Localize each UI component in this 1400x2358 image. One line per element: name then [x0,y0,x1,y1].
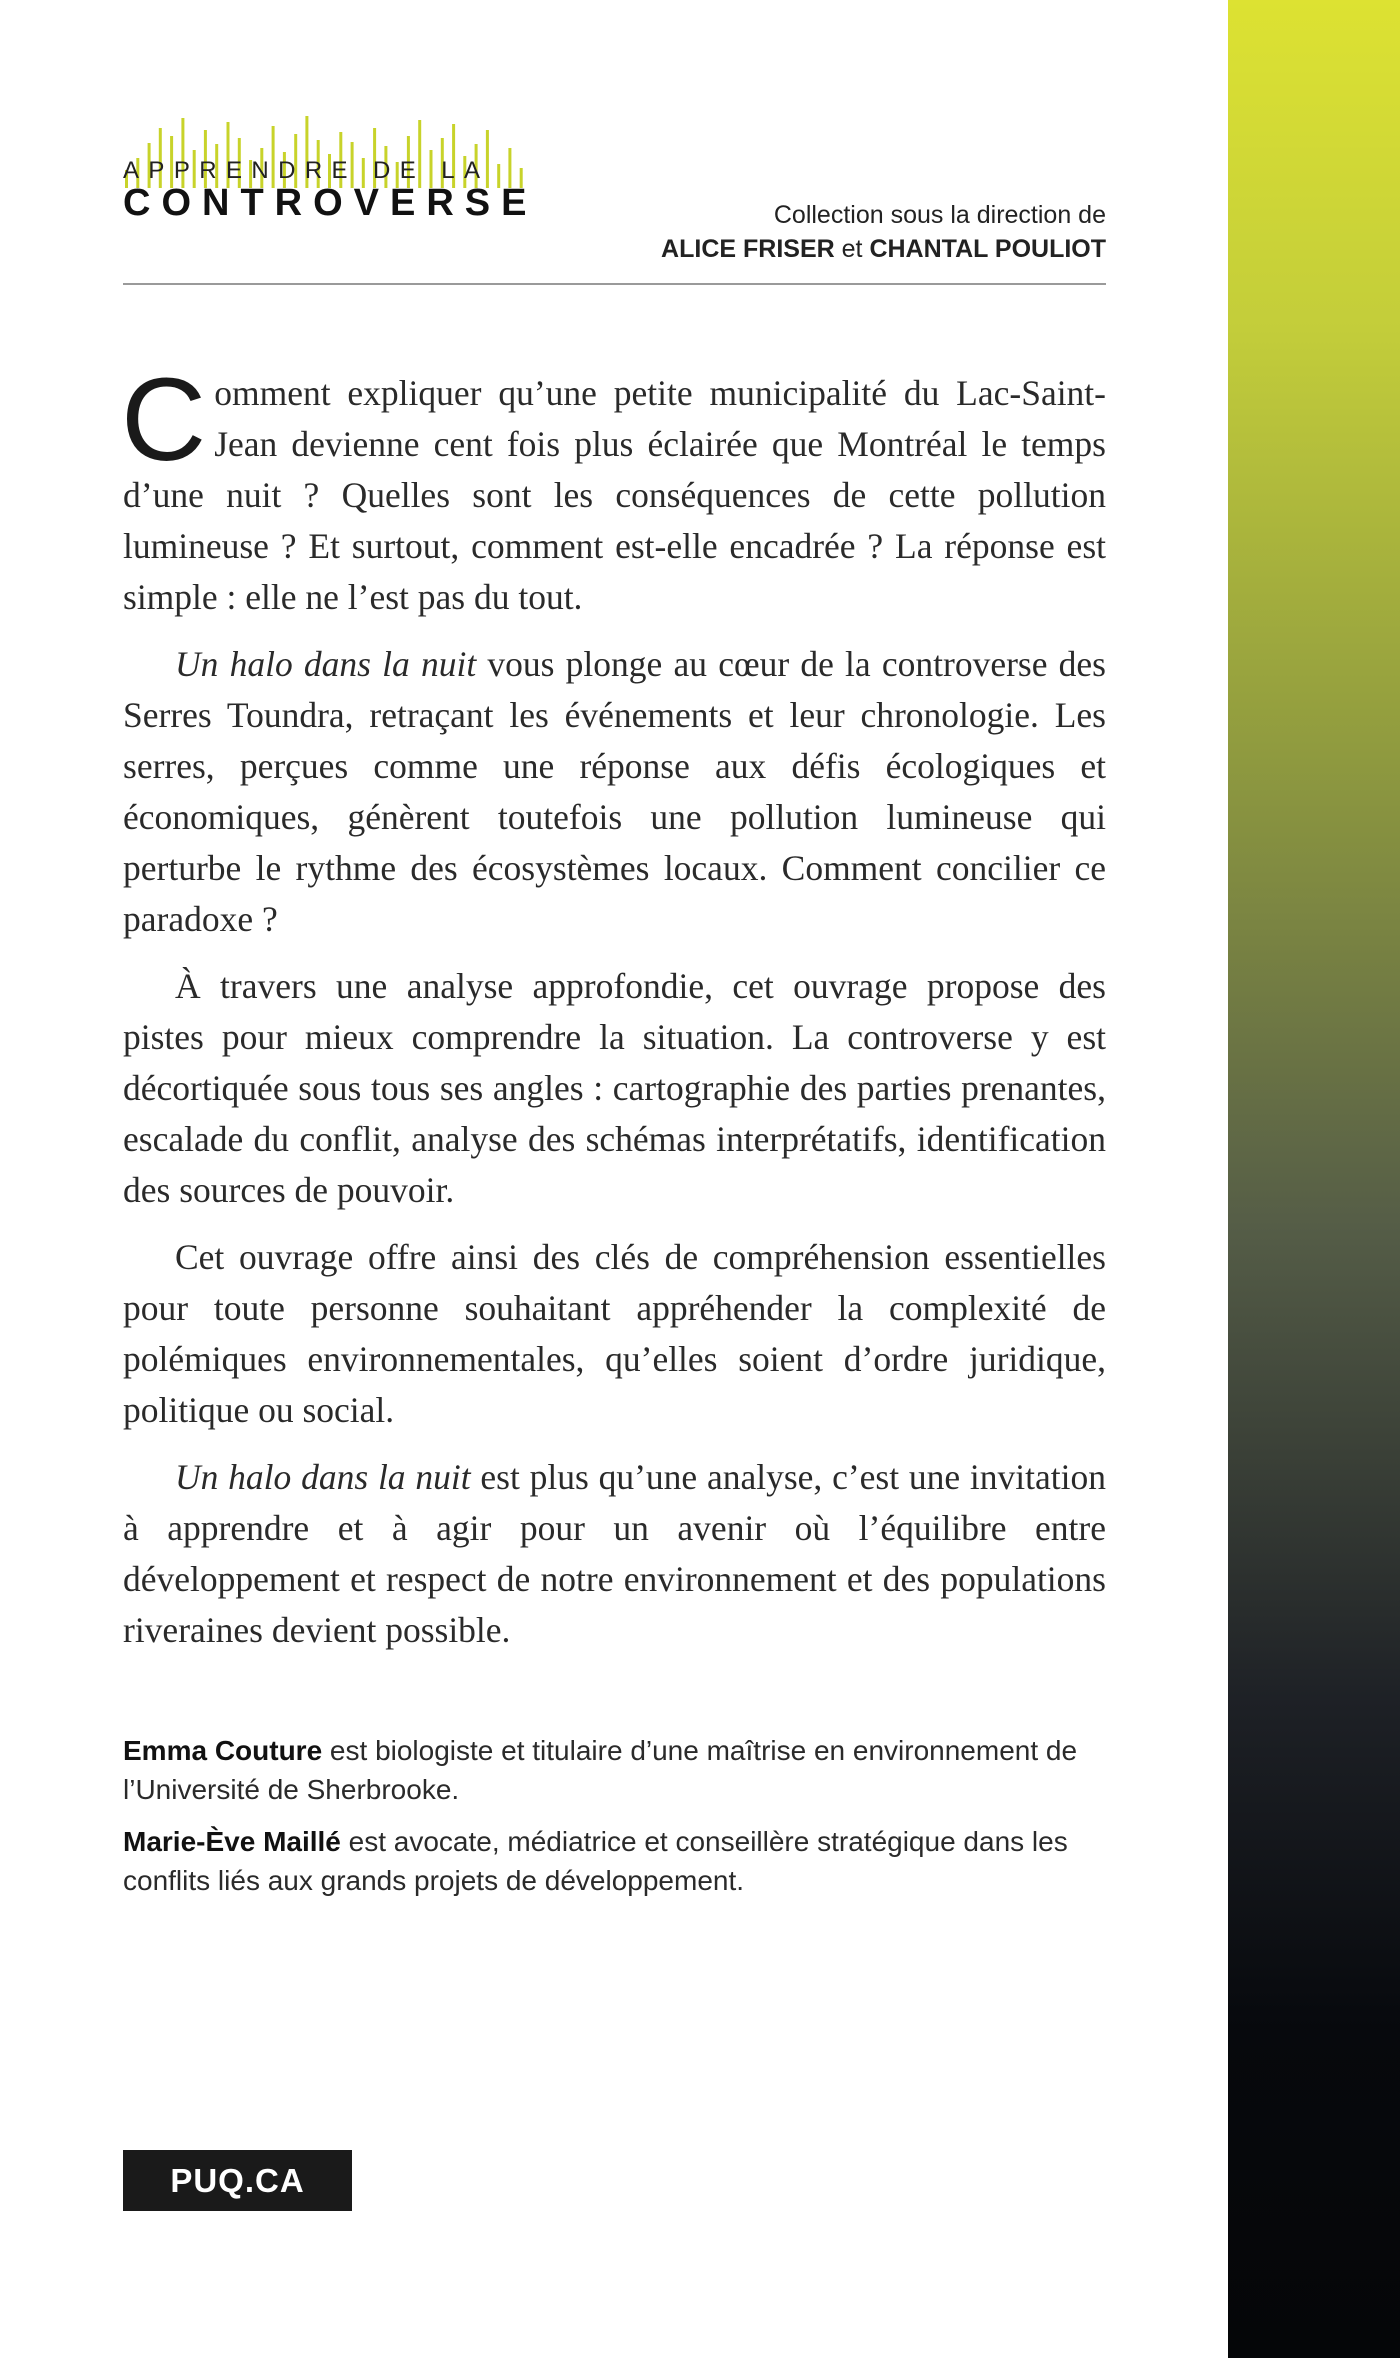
director-conjunction: et [841,235,863,263]
book-title: Un halo dans la nuit [175,644,477,684]
director-name: CHANTAL POULIOT [869,235,1106,263]
paragraph-text: est plus qu’une analyse, c’est une invitation à apprendre et à agir pour un avenir où l’équilibre entre développement et respect de notre environnement et des populations riveraines devient possible. [123,1457,1107,1650]
header-divider [123,283,1106,285]
author-name: Marie-Ève Maillé [123,1826,341,1857]
paragraph [123,1452,1106,1656]
author-bio-text: est avocate, médiatrice et conseillère stratégique dans les conflits liés aux grands projets de développement. [123,1826,1068,1896]
paragraph [123,639,1106,945]
paragraph-text: vous plonge au cœur de la controverse des Serres Toundra, retraçant les événements et leur chronologie. Les serres, perçues comme une réponse aux défis écologiques et économiques, génèrent toutefois une pollution lumineuse qui perturbe le rythme des écosystèmes locaux. Comment concilier ce paradoxe ? [123,644,1106,939]
author-bio-text: est biologiste et titulaire d’une maîtrise en environnement de l’Université de Sherbrooke. [123,1735,1078,1805]
logo-text-line1: APPRENDRE DE LA [123,157,490,184]
paragraph: À travers une analyse approfondie, cet ouvrage propose des pistes pour mieux comprendre la situation. La controverse y est décortiquée sous tous ses angles : cartographie des parties prenantes, escalade du conflit, analyse des schémas interprétatifs, identification des sources de pouvoir. [123,966,1106,1210]
book-title: Un halo dans la nuit [175,1457,471,1497]
drop-cap: C [121,354,207,486]
publisher-logo: PUQ.CA [123,2150,352,2211]
collection-credit [661,198,1106,266]
collection-label: Collection sous la direction de [773,201,1106,229]
paragraph-text: omment expliquer qu’une petite municipalité du Lac-Saint-Jean devienne cent fois plus éclairée que Montréal le temps d’une nuit ? Quelles sont les conséquences de cette pollution lumineuse ? Et surtout, comment est-elle encadrée ? La réponse est simple : elle ne l’est pas du tout. [123,373,1106,617]
logo-text-line2: CONTROVERSE [123,182,538,224]
author-name: Emma Couture [123,1735,323,1766]
author-bios [123,1731,1106,1913]
author-bio [123,1731,1106,1809]
cover-gradient-band [1228,0,1400,2358]
paragraph [121,354,1106,623]
author-bio [123,1822,1106,1900]
director-name: ALICE FRISER [661,235,835,263]
series-logo [123,100,538,265]
collection-directors [661,232,1106,266]
back-cover-blurb [121,354,1107,1672]
paragraph: Cet ouvrage offre ainsi des clés de compréhension essentielles pour toute personne souhaitant appréhender la complexité de polémiques environnementales, qu’elles soient d’ordre juridique, politique ou social. [123,1237,1106,1430]
